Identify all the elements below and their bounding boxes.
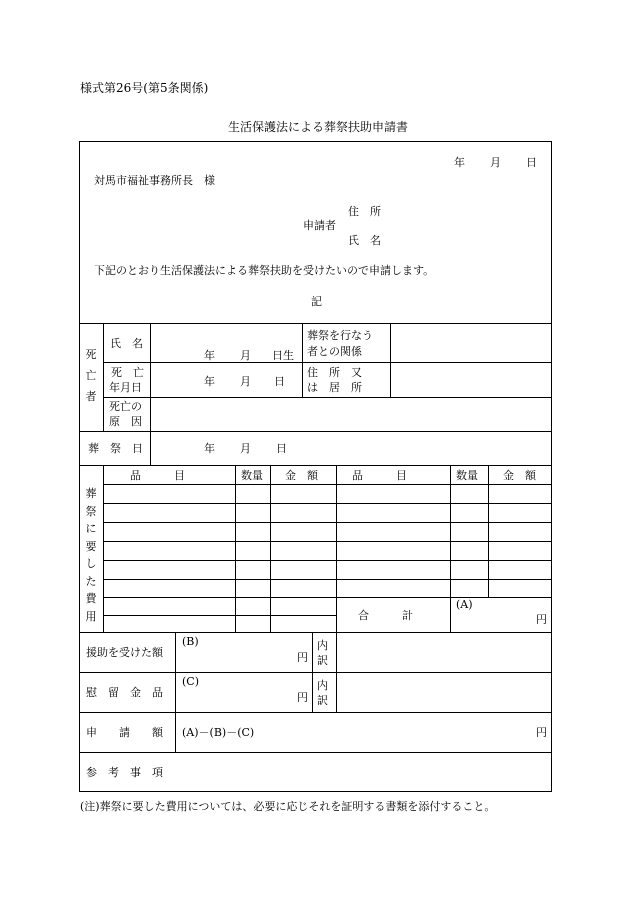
relation-label-line-2: 者との関係: [307, 345, 362, 358]
cause-label-line-1: 死亡の: [109, 400, 142, 413]
death-year: 年: [204, 375, 215, 388]
birth-month: 月: [240, 349, 251, 362]
aid-breakdown-label-1: 内: [317, 639, 328, 652]
condolence-marker: (C): [182, 675, 199, 688]
condolence-label: 慰 留 金 品: [86, 686, 163, 699]
relation-label-line-1: 葬祭を行なう: [307, 329, 373, 342]
aid-breakdown-label-2: 訳: [317, 654, 328, 667]
funeral-year: 年: [204, 442, 215, 455]
expense-total-label: 合 計: [358, 609, 413, 622]
expense-qty-header-left: 数量: [241, 469, 263, 482]
expense-amount-header-right: 金 額: [503, 469, 536, 482]
request-label: 申 請 額: [86, 726, 163, 739]
death-day: 日: [274, 375, 285, 388]
date-day: 日: [526, 156, 537, 169]
aid-marker: (B): [182, 635, 199, 648]
birth-year: 年: [204, 349, 215, 362]
expense-total-marker: (A): [456, 598, 473, 611]
footnote: (注)葬祭に要した費用については、必要に応じそれを証明する書類を添付すること。: [80, 800, 496, 813]
applicant-address-label: 住 所: [348, 205, 381, 218]
expense-item-header-left: 品 目: [130, 469, 185, 482]
residence-label-line-2: は 居 所: [307, 381, 362, 394]
expenses-group-label: 葬 祭 に 要 し た 費 用: [85, 487, 97, 623]
expense-item-header-right: 品 目: [352, 469, 407, 482]
expense-amount-header-left: 金 額: [285, 469, 318, 482]
funeral-month: 月: [240, 442, 251, 455]
expense-total-yen: 円: [536, 613, 547, 626]
deceased-group-label: 死 亡 者: [85, 348, 97, 403]
deceased-name-label: 氏 名: [110, 337, 143, 350]
expense-qty-header-right: 数量: [456, 469, 478, 482]
death-month: 月: [240, 375, 251, 388]
residence-label-line-1: 住 所 又: [307, 366, 362, 379]
aid-label: 援助を受けた額: [86, 646, 163, 659]
applicant-name-label: 氏 名: [348, 234, 381, 247]
form-number: 様式第26号(第5条関係): [80, 81, 209, 95]
death-date-label-line-2: 年月日: [109, 381, 142, 394]
form-title: 生活保護法による葬祭扶助申請書: [228, 120, 409, 134]
aid-yen: 円: [297, 651, 308, 664]
funeral-date-label: 葬 祭 日: [88, 442, 143, 455]
cause-label-line-2: 原 因: [109, 415, 142, 428]
birth-day-suffix: 日生: [272, 349, 294, 362]
ki-label: 記: [311, 295, 322, 308]
date-year: 年: [454, 156, 465, 169]
condolence-yen: 円: [297, 691, 308, 704]
date-month: 月: [490, 156, 501, 169]
request-yen: 円: [536, 726, 547, 739]
condolence-breakdown-label-2: 訳: [317, 694, 328, 707]
request-formula: (A)－(B)－(C): [182, 726, 255, 739]
application-statement: 下記のとおり生活保護法による葬祭扶助を受けたいので申請します。: [94, 264, 435, 277]
remarks-label: 参 考 事 項: [86, 766, 163, 779]
funeral-day: 日: [276, 442, 287, 455]
addressee: 対馬市福祉事務所長 様: [94, 174, 215, 187]
applicant-label: 申請者: [303, 219, 336, 232]
condolence-breakdown-label-1: 内: [317, 679, 328, 692]
death-date-label-line-1: 死 亡: [111, 366, 144, 379]
